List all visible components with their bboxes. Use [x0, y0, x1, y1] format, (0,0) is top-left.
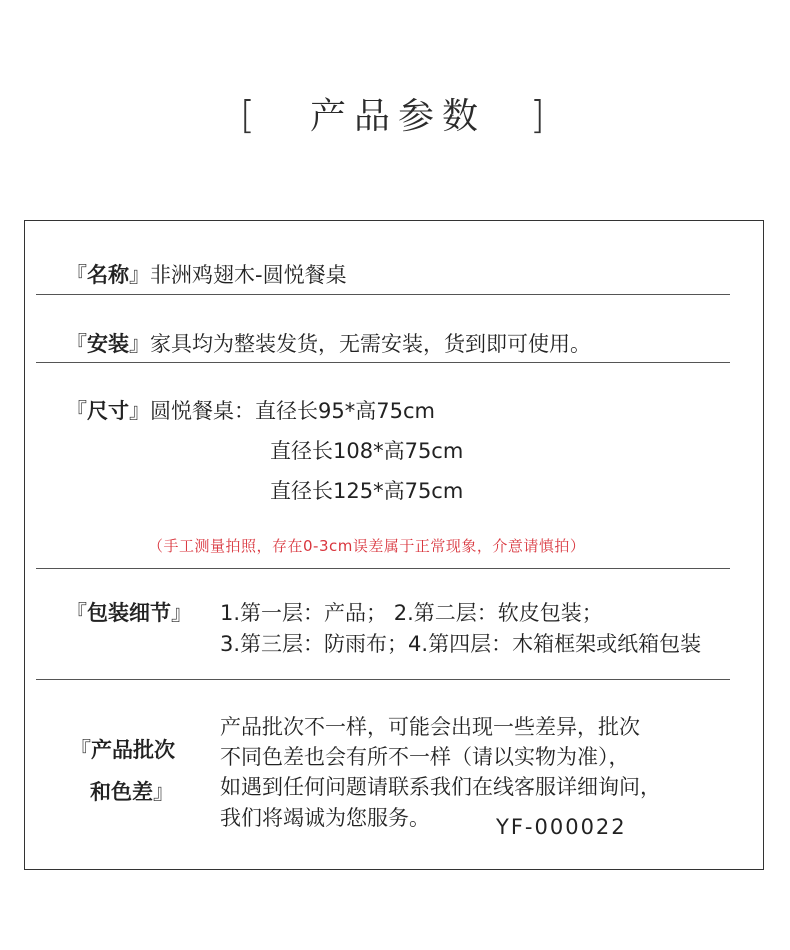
- package-label: 包装细节: [87, 601, 171, 625]
- size-value-1: 直径长95*高75cm: [255, 399, 435, 423]
- name-label: 名称: [87, 263, 129, 287]
- heading-title: 产品参数: [310, 96, 487, 137]
- name-value: 非洲鸡翅木-圆悦餐桌: [150, 263, 347, 287]
- color-line-2: 不同色差也会有所不一样（请以实物为准），: [220, 745, 630, 769]
- install-value: 家具均为整装发货，无需安装，货到即可使用。: [150, 332, 591, 356]
- color-label-line-1: [70, 736, 175, 764]
- color-line-1: 产品批次不一样，可能会出现一些差异，批次: [220, 715, 640, 739]
- color-label-line-2: [90, 778, 174, 806]
- size-value-3: 直径长125*高75cm: [270, 479, 464, 503]
- package-open-quote: 『: [66, 601, 87, 625]
- divider-2: [36, 362, 730, 363]
- color-close-quote: 』: [153, 780, 174, 804]
- color-label-2: 和色差: [90, 780, 153, 804]
- color-open-quote: 『: [70, 738, 91, 762]
- name-close-quote: 』: [129, 263, 150, 287]
- size-label: 尺寸: [87, 399, 129, 423]
- name-row: [66, 261, 347, 289]
- package-line-1: 1.第一层：产品； 2.第二层：软皮包装；: [220, 601, 603, 625]
- divider-4: [36, 679, 730, 680]
- size-note: （手工测量拍照，存在0-3cm误差属于正常现象，介意请慎拍）: [148, 537, 586, 555]
- color-label-1: 产品批次: [91, 738, 175, 762]
- package-close-quote: 』: [171, 601, 192, 625]
- install-open-quote: 『: [66, 332, 87, 356]
- name-open-quote: 『: [66, 263, 87, 287]
- package-row: [66, 599, 192, 627]
- heading-open-bracket: [: [240, 93, 255, 137]
- size-prefix: 圆悦餐桌：: [150, 399, 255, 423]
- divider-3: [36, 568, 730, 569]
- color-line-4: 我们将竭诚为您服务。: [220, 806, 430, 830]
- package-line-2: 3.第三层：防雨布；4.第四层：木箱框架或纸箱包装: [220, 632, 702, 656]
- size-close-quote: 』: [129, 399, 150, 423]
- size-value-2: 直径长108*高75cm: [270, 439, 464, 463]
- heading-close-bracket: ]: [530, 93, 545, 137]
- install-close-quote: 』: [129, 332, 150, 356]
- color-line-3: 如遇到任何问题请联系我们在线客服详细询问，: [220, 775, 661, 799]
- size-row: [66, 397, 435, 425]
- install-label: 安装: [87, 332, 129, 356]
- size-open-quote: 『: [66, 399, 87, 423]
- product-code: YF-000022: [496, 815, 627, 839]
- section-heading: [0, 93, 790, 143]
- install-row: [66, 330, 591, 358]
- divider-1: [36, 294, 730, 295]
